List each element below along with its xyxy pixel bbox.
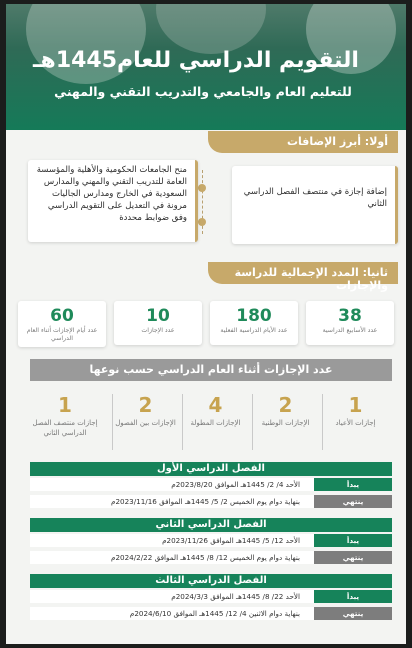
bullet-dot: [198, 184, 206, 192]
stat-card: [306, 301, 394, 345]
vacation-type-label: الإجازات الوطنية: [261, 419, 310, 427]
stat-card: [18, 301, 106, 347]
semester-start-row: [30, 478, 392, 491]
vacation-type-count: 1: [58, 393, 72, 417]
stat-label: عدد الإجازات: [141, 327, 175, 334]
semester-end-row: [30, 551, 392, 564]
semester-title: الفصل الدراسي الأول: [30, 462, 392, 476]
vacation-types-heading: عدد الإجازات أثناء العام الدراسي حسب نوعها: [30, 359, 392, 381]
addition-text: منح الجامعات الحكومية والأهلية والمؤسسة العامة للتدريب التقني والمهني والمدارس السعودية في الخارج ومدارس الجاليات مرونة في التعديل على التقويم الدراسي وفق ضوابط محددة: [36, 165, 187, 223]
semester-title: الفصل الدراسي الثالث: [30, 574, 392, 588]
stat-label: عدد أيام الإجازات أثناء العام الدراسي: [26, 327, 98, 342]
vacation-type: [112, 394, 178, 450]
start-tag: يبدأ: [314, 590, 392, 603]
end-tag: ينتهي: [314, 551, 392, 564]
stat-card: [210, 301, 298, 345]
end-tag: ينتهي: [314, 495, 392, 508]
additions-heading: أولا: أبرز الإضافات: [208, 131, 398, 153]
vacation-type: [22, 394, 108, 450]
addition-card: [28, 160, 198, 242]
semester-end-row: [30, 495, 392, 508]
semester-end-row: [30, 607, 392, 620]
semester-title: الفصل الدراسي الثاني: [30, 518, 392, 532]
stat-value: 10: [146, 306, 170, 326]
bullet-dot: [198, 218, 206, 226]
end-tag: ينتهي: [314, 607, 392, 620]
start-date: الأحد 4/ 2/ 1445هـ الموافق 2023/8/20م: [171, 480, 300, 489]
infographic-page: [6, 4, 406, 644]
page-subtitle: للتعليم العام والجامعي والتدريب التقني والمهني: [54, 84, 352, 99]
addition-text: إضافة إجازة في منتصف الفصل الدراسي الثاني: [243, 187, 387, 209]
vacation-type: [182, 394, 248, 450]
stat-label: عدد الأيام الدراسية الفعلية: [220, 327, 288, 334]
vacation-type-count: 1: [348, 393, 363, 417]
stat-label: عدد الأسابيع الدراسية: [322, 327, 378, 334]
vacation-type-label: الإجازات بين الفصول: [115, 419, 176, 427]
vacation-type-label: إجازات الأعياد: [335, 419, 376, 427]
stat-card: [114, 301, 202, 345]
end-date: بنهاية دوام الاثنين 4/ 12/ 1445هـ الموافق 2024/6/10م: [129, 609, 300, 618]
start-date: الأحد 12/ 5/ 1445هـ الموافق 2023/11/26م: [162, 536, 300, 545]
semester-start-row: [30, 590, 392, 603]
vacation-type-count: 2: [138, 393, 153, 417]
start-date: الأحد 22/ 8/ 1445هـ الموافق 2024/3/3م: [171, 592, 300, 601]
vacation-type-count: 2: [278, 393, 293, 417]
totals-heading: ثانيا: المدد الإجمالية للدراسة والإجازات: [208, 262, 398, 284]
end-date: بنهاية دوام يوم الخميس 2/ 5/ 1445هـ الموافق 2023/11/16م: [111, 497, 300, 506]
vacation-type-label: الإجازات المطولة: [190, 419, 241, 427]
header-photo-shape: [156, 4, 266, 54]
page-title: التقويم الدراسي للعام1445هـ: [33, 48, 359, 73]
start-tag: يبدأ: [314, 478, 392, 491]
vacation-type-label: إجازات منتصف الفصل الدراسي الثاني: [32, 419, 98, 437]
header-banner: [6, 4, 406, 130]
vacation-type-count: 4: [208, 393, 223, 417]
end-date: بنهاية دوام يوم الخميس 12/ 8/ 1445هـ الموافق 2024/2/22م: [111, 553, 300, 562]
semester-start-row: [30, 534, 392, 547]
start-tag: يبدأ: [314, 534, 392, 547]
stat-value: 60: [50, 306, 74, 326]
vacation-type: [252, 394, 318, 450]
stat-value: 180: [236, 306, 272, 326]
addition-card: [232, 166, 398, 244]
vacation-type: [322, 394, 388, 450]
stat-value: 38: [338, 306, 362, 326]
